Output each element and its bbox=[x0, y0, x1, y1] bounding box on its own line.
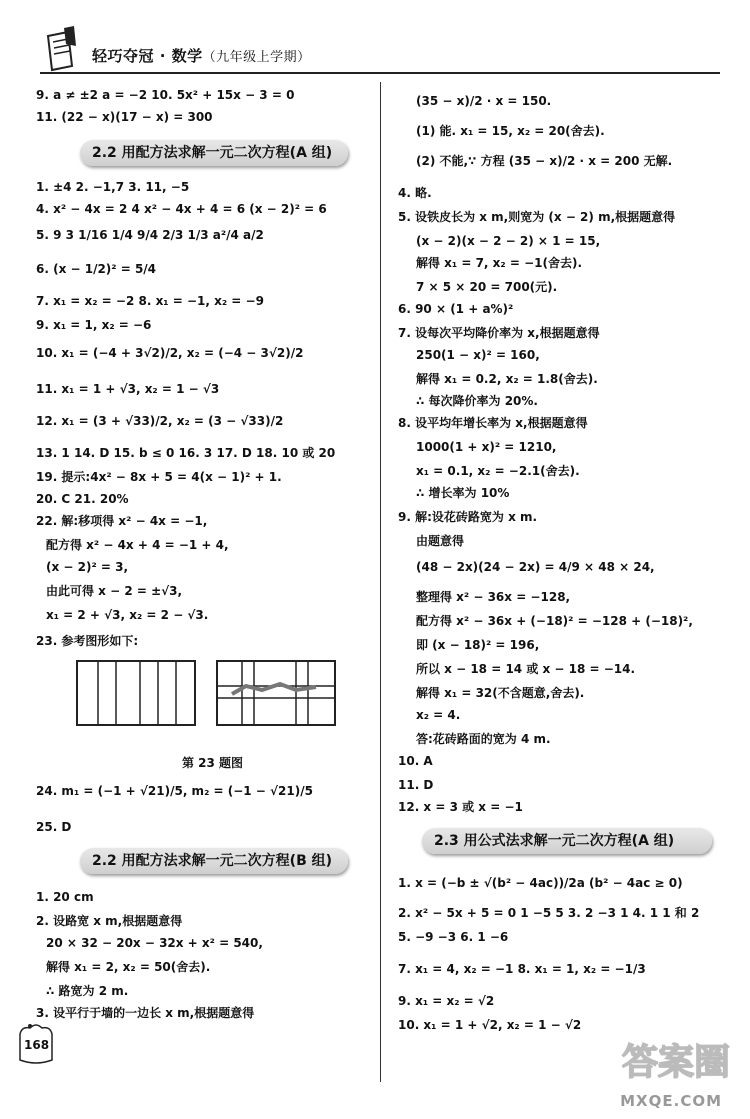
answer-line: 1. x = (−b ± √(b² − 4ac))/2a (b² − 4ac ≥ 0) bbox=[398, 876, 683, 890]
answer-line: (48 − 2x)(24 − 2x) = 4/9 × 48 × 24, bbox=[416, 560, 655, 574]
answer-line: x₂ = 4. bbox=[416, 708, 461, 722]
answer-line: 由此可得 x − 2 = ±√3, bbox=[46, 584, 183, 598]
answer-line: 10. x₁ = 1 + √2, x₂ = 1 − √2 bbox=[398, 1018, 582, 1032]
answer-line: 7 × 5 × 20 = 700(元). bbox=[416, 280, 558, 294]
figure-23-left-diagram bbox=[76, 660, 196, 726]
answer-line: 由题意得 bbox=[416, 534, 465, 548]
answer-line: x₁ = 0.1, x₂ = −2.1(舍去). bbox=[416, 464, 580, 478]
section-heading-2-2-a: 2.2 用配方法求解一元二次方程(A 组) bbox=[80, 140, 348, 166]
answer-line: ∴ 增长率为 10% bbox=[416, 486, 510, 500]
answer-line: 250(1 − x)² = 160, bbox=[416, 348, 540, 362]
watermark-url: MXQE.COM bbox=[620, 1092, 722, 1110]
header-title bbox=[92, 45, 311, 66]
answer-line: 20 × 32 − 20x − 32x + x² = 540, bbox=[46, 936, 263, 950]
answer-line: 24. m₁ = (−1 + √21)/5, m₂ = (−1 − √21)/5 bbox=[36, 784, 313, 798]
answer-line: 10. x₁ = (−4 + 3√2)/2, x₂ = (−4 − 3√2)/2 bbox=[36, 346, 304, 360]
answer-line: 5. 9 3 1/16 1/4 9/4 2/3 1/3 a²/4 a/2 bbox=[36, 228, 264, 242]
page-number: 168 bbox=[24, 1038, 50, 1052]
answer-line: 2. x² − 5x + 5 = 0 1 −5 5 3. 2 −3 1 4. 1 1 和 2 bbox=[398, 906, 700, 920]
answer-line: 配方得 x² − 4x + 4 = −1 + 4, bbox=[46, 538, 229, 552]
answer-line: 8. 设平均年增长率为 x,根据题意得 bbox=[398, 416, 588, 430]
answer-line: 配方得 x² − 36x + (−18)² = −128 + (−18)², bbox=[416, 614, 693, 628]
answer-line: 22. 解:移项得 x² − 4x = −1, bbox=[36, 514, 208, 528]
answer-line: 解得 x₁ = 7, x₂ = −1(舍去). bbox=[416, 256, 583, 270]
answer-line: 6. (x − 1/2)² = 5/4 bbox=[36, 262, 157, 276]
answer-line: 12. x = 3 或 x = −1 bbox=[398, 800, 523, 814]
answer-line: 解得 x₁ = 32(不含题意,舍去). bbox=[416, 686, 585, 700]
answer-line: 3. 设平行于墙的一边长 x m,根据题意得 bbox=[36, 1006, 255, 1020]
answer-line: 整理得 x² − 36x = −128, bbox=[416, 590, 571, 604]
answer-line: 即 (x − 18)² = 196, bbox=[416, 638, 540, 652]
page-number-badge bbox=[16, 1020, 56, 1066]
answer-line: (35 − x)/2 · x = 150. bbox=[416, 94, 552, 108]
answer-line: 10. A bbox=[398, 754, 433, 768]
figure-caption: 第 23 题图 bbox=[182, 756, 244, 770]
answer-line: 4. x² − 4x = 2 4 x² − 4x + 4 = 6 (x − 2)² = 6 bbox=[36, 202, 327, 216]
watermark-logo-icon bbox=[618, 1030, 740, 1090]
section-heading-2-2-b: 2.2 用配方法求解一元二次方程(B 组) bbox=[80, 848, 348, 874]
answer-line: 7. x₁ = 4, x₂ = −1 8. x₁ = 1, x₂ = −1/3 bbox=[398, 962, 646, 976]
book-pen-logo-icon bbox=[44, 26, 78, 72]
answer-line: ∴ 路宽为 2 m. bbox=[46, 984, 129, 998]
answer-line: (2) 不能,∵ 方程 (35 − x)/2 · x = 200 无解. bbox=[416, 154, 673, 168]
header-title-main: 轻巧夺冠 · 数学 bbox=[92, 47, 203, 65]
answer-line: ∴ 每次降价率为 20%. bbox=[416, 394, 538, 408]
answer-line: 23. 参考图形如下: bbox=[36, 634, 139, 648]
answer-line: (1) 能. x₁ = 15, x₂ = 20(舍去). bbox=[416, 124, 605, 138]
answer-line: 20. C 21. 20% bbox=[36, 492, 129, 506]
answer-line: 7. 设每次平均降价率为 x,根据题意得 bbox=[398, 326, 600, 340]
answer-line: 6. 90 × (1 + a%)² bbox=[398, 302, 514, 316]
answer-line: (x − 2)(x − 2 − 2) × 1 = 15, bbox=[416, 234, 601, 248]
answer-line: 2. 设路宽 x m,根据题意得 bbox=[36, 914, 183, 928]
answer-line: 9. a ≠ ±2 a = −2 10. 5x² + 15x − 3 = 0 bbox=[36, 88, 295, 102]
watermark bbox=[618, 1030, 740, 1114]
answer-line: 9. x₁ = x₂ = √2 bbox=[398, 994, 495, 1008]
figure-23-right-diagram bbox=[216, 660, 336, 726]
answer-line: 25. D bbox=[36, 820, 72, 834]
page-header bbox=[0, 0, 750, 80]
answer-line: 1000(1 + x)² = 1210, bbox=[416, 440, 557, 454]
answer-line: 19. 提示:4x² − 8x + 5 = 4(x − 1)² + 1. bbox=[36, 470, 282, 484]
answer-line: 答:花砖路面的宽为 4 m. bbox=[416, 732, 551, 746]
watermark-text: 答案圈 bbox=[622, 1042, 731, 1083]
answer-line: 解得 x₁ = 0.2, x₂ = 1.8(舍去). bbox=[416, 372, 598, 386]
answer-line: 11. D bbox=[398, 778, 434, 792]
answer-line: 解得 x₁ = 2, x₂ = 50(舍去). bbox=[46, 960, 211, 974]
answer-line: 12. x₁ = (3 + √33)/2, x₂ = (3 − √33)/2 bbox=[36, 414, 284, 428]
answer-line: x₁ = 2 + √3, x₂ = 2 − √3. bbox=[46, 608, 209, 622]
header-title-sub: （九年级上学期） bbox=[202, 50, 311, 65]
answer-line: 1. ±4 2. −1,7 3. 11, −5 bbox=[36, 180, 190, 194]
answer-line: 9. 解:设花砖路宽为 x m. bbox=[398, 510, 538, 524]
answer-line: 9. x₁ = 1, x₂ = −6 bbox=[36, 318, 152, 332]
answer-line: 4. 略. bbox=[398, 186, 432, 200]
answer-line: 7. x₁ = x₂ = −2 8. x₁ = −1, x₂ = −9 bbox=[36, 294, 264, 308]
answer-line: 所以 x − 18 = 14 或 x − 18 = −14. bbox=[416, 662, 636, 676]
section-heading-2-3-a: 2.3 用公式法求解一元二次方程(A 组) bbox=[422, 828, 712, 854]
answer-line: 5. 设铁皮长为 x m,则宽为 (x − 2) m,根据题意得 bbox=[398, 210, 676, 224]
answer-line: 11. (22 − x)(17 − x) = 300 bbox=[36, 110, 213, 124]
answer-line: 11. x₁ = 1 + √3, x₂ = 1 − √3 bbox=[36, 382, 220, 396]
column-divider bbox=[380, 82, 381, 1082]
answer-line: (x − 2)² = 3, bbox=[46, 560, 129, 574]
header-rule bbox=[40, 72, 720, 74]
answer-line: 5. −9 −3 6. 1 −6 bbox=[398, 930, 509, 944]
answer-line: 13. 1 14. D 15. b ≤ 0 16. 3 17. D 18. 10 或 20 bbox=[36, 446, 336, 460]
answer-line: 1. 20 cm bbox=[36, 890, 94, 904]
